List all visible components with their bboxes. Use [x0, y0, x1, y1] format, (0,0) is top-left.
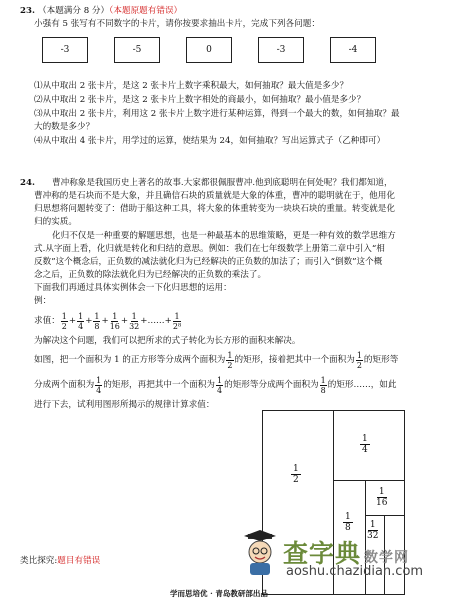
q24-p1-line1: 曹冲称象是我国历史上著名的故事.大家都很佩服曹冲.他到底聪明在何处呢？我们都知道，: [52, 178, 393, 188]
series-ask: 求值：: [34, 316, 60, 326]
q24-p1-line4: 归的实质。: [34, 217, 77, 227]
mascot-logo: [240, 528, 280, 576]
q24-p1-line2: 曹冲称的是石块而不是大象，并且确信石块的质量就是大象的体重，曹冲的聪明就在于，他用化: [34, 191, 395, 201]
q23-error-note: （本题原题有错误）: [109, 6, 183, 16]
series-term-1: $\frac{1}{2}$: [61, 312, 67, 331]
watermark-brand: 查字典 数学网: [283, 539, 410, 568]
analogy-label: 类比探究:: [20, 556, 58, 566]
card-2: -5: [114, 37, 160, 63]
q23-intro: 小强有 5 张写有不同数字的卡片，请你按要求抽出卡片，完成下列各问题：: [34, 19, 320, 29]
q24-p1-line3: 归思想将问题转变了：借助于船这种工具，将大象的体重转变为一块块石块的重量。转变就是化: [34, 204, 395, 214]
series-term-3: $\frac{1}{8}$: [94, 312, 100, 331]
card-1: -3: [42, 37, 88, 63]
q24-p2-line3: 反数”这个概念后，正负数的减法就化归为已经解决的正负数的加法了；而引入“倒数”这个概: [34, 257, 383, 267]
card-3: 0: [186, 37, 232, 63]
q24-p2-line1: 化归不仅是一种重要的解题思想，也是一种最基本的思维策略，更是一种有效的数学思维方: [52, 231, 396, 241]
q23-score-text: （本题满分 8 分）: [38, 6, 110, 16]
q23-part1: ⑴从中取出 2 张卡片，是这 2 张卡片上数字乘积最大，如何抽取？最大值是多少？: [34, 81, 349, 91]
q23-part3-line2: 大的数是多少？: [34, 122, 95, 132]
q24-example-label: 例：: [34, 296, 52, 306]
q23-score: [38, 6, 182, 17]
plus-sign: +: [85, 316, 93, 326]
watermark-url: aoshu.chazidian.com: [286, 564, 424, 579]
plus-sign: +: [120, 316, 129, 326]
label-eighth: 1 8: [345, 512, 351, 533]
q23-part2: ⑵从中取出 2 张卡片，是这 2 张卡片上数字相处的商最小，如何抽取？最小值是多少？: [34, 95, 366, 105]
q24-p7: 进行下去，试利用图形所揭示的规律计算求值：: [34, 400, 215, 410]
label-quarter: 1 4: [362, 434, 368, 455]
series-expression: [34, 312, 182, 331]
q24-p2-line4: 念之后，正负数的除法就化归为已经解决的正负数的乘法了。: [34, 270, 267, 280]
label-sixteenth: 1 16: [376, 487, 388, 508]
footer: 学而思培优 · 青岛教研部出品: [170, 589, 268, 598]
card-5: -4: [330, 37, 376, 63]
series-term-last: $\frac{1}{\text{2⁸}}$: [172, 312, 182, 331]
q23-part3-line1: ⑶从中取出 2 张卡片，利用这 2 张卡片上数字进行某种运算，得到一个最大的数，如何抽取？最: [34, 109, 400, 119]
plus-sign: +: [68, 316, 77, 326]
q24-p4: 为解决这个问题，我们可以把所求的式子转化为长方形的面积来解决。: [34, 336, 301, 346]
series-term-2: $\frac{1}{4}$: [78, 312, 84, 331]
label-thirtysecond: 1 32: [367, 520, 379, 541]
q24-number: 24.: [20, 178, 35, 188]
q24-p6: 分成两个面积为 $\frac{1}{4}$ 的矩形，再把其中一个面积为 $\frac{1}{4}$ 的矩形等分成两个面积为 $\frac{1}{8}$ 的矩形……，如此: [34, 376, 397, 395]
card-4: -3: [258, 37, 304, 63]
series-term-4: $\frac{1}{16}$: [109, 312, 120, 331]
q23-part4: ⑷从中取出 4 张卡片，用学过的运算，使结果为 24，如何抽取？写出运算式子（乙种即可）: [34, 136, 386, 146]
q24-p3: 下面我们再通过具体实例体会一下化归思想的运用：: [34, 283, 232, 293]
q23-number: 23.: [20, 6, 35, 16]
plus-sign: +: [101, 316, 109, 326]
q24-p5: 如图，把一个面积为 1 的正方形等分成两个面积为 $\frac{1}{2}$ 的矩形，接着把其中一个面积为 $\frac{1}{2}$ 的矩形等: [34, 351, 399, 370]
series-ellipsis: +……+: [140, 316, 172, 326]
label-half: 1 2: [293, 464, 299, 485]
q24-p2-line2: 式.从字面上看，化归就是转化和归结的意思。例如：我们在七年级数学上册第二章中引入“相: [34, 244, 385, 254]
analogy-line: [20, 556, 100, 567]
analogy-error-note: 题目有错误: [57, 556, 101, 566]
series-term-5: $\frac{1}{32}$: [129, 312, 140, 331]
